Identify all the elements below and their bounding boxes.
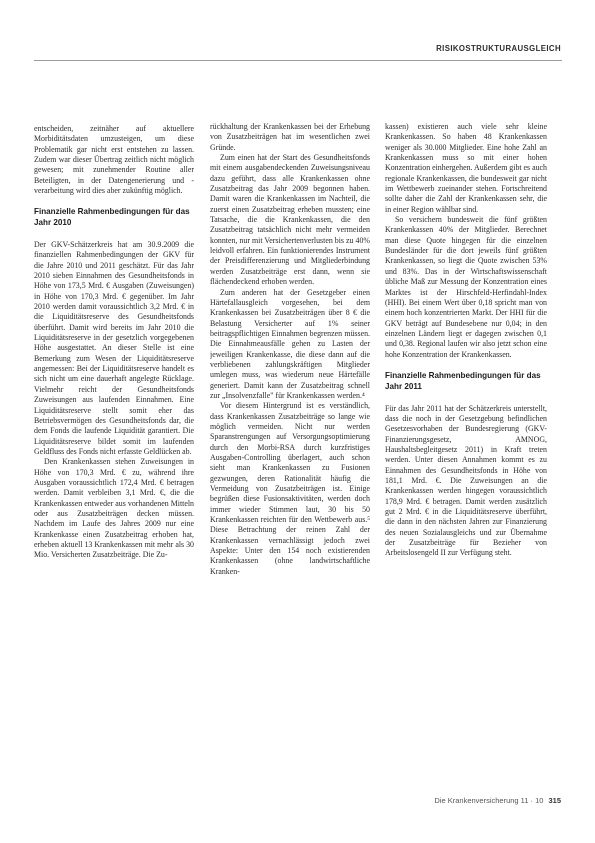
paragraph: So versichern bundesweit die fünf größten Krankenkassen 40% der Mitglieder. Berechnet man diese Quote hingegen für die einzelnen Bundesländer für die dort jeweils fünf größten Krankenkassen, so liegt die Quote zwischen 53% und 83%. Das in der Wirtschaftswissenschaft übliche Maß zur Messung der Konzentration eines Marktes ist der Hirschfeld-Herfindahl-Index (HHI). Bei einem Wert über 0,18 spricht man von einem hoch konzentrierten Markt. Der HHI für die GKV beträgt auf Bundesebene nur 0,04; in den einzelnen Ländern liegt er dagegen zwischen 0,1 und 0,38. Regional laufen wir also jetzt schon eine hohe Konzentration der Krankenkassen.: [385, 215, 547, 359]
paragraph: Vor diesem Hintergrund ist es verständlich, dass Krankenkassen Zusatzbeiträge so lange wie möglich vermeiden. Nicht nur werden Sparanstrengungen auf Versorgungsoptimierung durch den Morbi-RSA durch kurzfristiges Ausgaben-Controlling überlagert, auch schon sieht man Krankenkassen zu Fusionen gezwungen, deren Rationalität häufig die Vermeidung von Zusatzbeiträgen ist. Einige begrüßen diese Fusionsaktivitäten, werden doch immer wieder Stimmen laut, 30 bis 50 Krankenkassen reichten für den Wettbewerb aus.⁵ Diese Betrachtung der reinen Zahl der Krankenkassen vernachlässigt jedoch zwei Aspekte: Unter den 154 noch existierenden Krankenkassen (ohne landwirtschaftliche Kranken-: [210, 401, 370, 576]
paragraph: rückhaltung der Krankenkassen bei der Erhebung von Zusatzbeiträgen hat im wesentlichen zwei Gründe.: [210, 122, 370, 152]
journal-name: Die Krankenversicherung 11 · 10: [434, 796, 544, 805]
paragraph: Zum anderen hat der Gesetzgeber einen Härtefallausgleich vorgesehen, bei dem Krankenkassen bei Zusatzbeiträgen über 8 € die Belastung Versicherter auf 1% seiner beitragspflichtigen Einnahmen begrenzen müssen. Die Einnahmeausfälle gehen zu Lasten der jeweiligen Krankenkasse, die diese dann auf die verbliebenen zahlungskräftigen Mitglieder umlegen muss, was wiederum neue Härtefälle generiert. Damit kann der Zusatzbeitrag schnell zur „Insolvenzfalle" für Krankenkassen werden.⁴: [210, 287, 370, 400]
section-title: RISIKOSTRUKTURAUSGLEICH: [436, 44, 561, 53]
paragraph: Den Krankenkassen stehen Zuweisungen in Höhe von 170,3 Mrd. € zu, während ihre Ausgaben voraussichtlich 172,4 Mrd. € betragen werden. Damit verbleiben 3,1 Mrd. €, die die Krankenkassen entweder aus vorhandenen Mitteln oder aus Zusatzbeiträgen decken müssen. Nachdem im Laufe des Jahres 2009 nur eine Krankenkasse einen Zusatzbeitrag erhoben hat, erheben aktuell 13 Krankenkassen mit mehr als 30 Mio. Versicherten Zusatzbeiträge. Die Zu-: [34, 457, 194, 560]
paragraph: Für das Jahr 2011 hat der Schätzerkreis unterstellt, dass die noch in der Gesetzgebung befindlichen Gesetzesvorhaben der Bundesregierung (GKV-Finanzierungsgesetz, AMNOG, Haushaltsbegleitgesetz 2011) in Kraft treten werden. Unter diesen Annahmen kommt es zu Einnahmen des Gesundheitsfonds in Höhe von 181,1 Mrd. €. Die Zuweisungen an die Krankenkassen werden hingegen voraussichtlich 178,9 Mrd. € betragen. Damit werden zusätzlich gut 2 Mrd. € in die Liquiditätsreserve überführt, die dann in den nächsten Jahren zur Finanzierung des neuen Sozialausgleichs und zur Übernahme der Zusatzbeiträge für Bezieher von Arbeitslosengeld II zur Verfügung steht.: [385, 403, 547, 558]
section-heading-2011: Finanzielle Rahmenbedingungen für das Jahr 2011: [385, 370, 541, 391]
section-heading-2010: Finanzielle Rahmenbedingungen für das Jahr 2010: [34, 207, 190, 228]
paragraph: Zum einen hat der Start des Gesundheitsfonds mit einem ausgabendeckenden Zuweisungsniveau dazu geführt, dass alle Krankenkassen ohne Zusatzbeitrag das Jahr 2009 begonnen haben. Damit waren die Krankenkassen im Nachteil, die zuerst einen Zusatzbeitrag erheben mussten; eine Tatsache, die die Krankenkassen, die den Zusatzbeitrag tatsächlich nicht mehr vermeiden konnten, nur mit Versichertenverlusten bis zu 40% leidvoll erfahren. Ein funktionierendes Instrument der Preisdifferenzierung und Mitgliederbindung werden Zusatzbeiträge erst dann, wenn sie flächendeckend erhoben werden.: [210, 153, 370, 287]
text-column-2: [210, 122, 370, 802]
paragraph: entscheiden, zeitnäher auf aktuellere Morbiditätsdaten umzusteigen, um diese Problematik gar nicht erst entstehen zu lassen. Zudem war dieser Übertrag zeitlich nicht möglich gewesen; mit zunehmender Routine aller Beteiligten, in der Datengenerierung und -verarbeitung wird dies aber zukünftig möglich.: [34, 124, 194, 196]
page-footer: [434, 796, 561, 805]
paragraph: Der GKV-Schätzerkreis hat am 30.9.2009 die finanziellen Rahmenbedingungen der GKV für die Jahre 2010 und 2011 geschätzt. Für das Jahr 2010 sieben Einnahmen des Gesundheitsfonds in Höhe von 173,5 Mrd. € Ausgaben (Zuweisungen) in Höhe von 170,3 Mrd. € gegenüber. Im Jahr 2010 werden damit voraussichtlich 3,2 Mrd. € in die Liquiditätsreserve des Gesundheitsfonds überführt. Damit wird bereits im Jahr 2010 die Liquiditätsreserve in der gesetzlich vorgegebenen Höhe ausgestattet. An dieser Stelle ist eine Bemerkung zum Wesen der Liquiditätsreserve angemessen: Bei der Liquiditätsreserve handelt es sich nicht um eine dauerhaft angelegte Rücklage. Vielmehr reicht der Gesundheitsfonds Zuweisungen aus laufenden Einnahmen. Eine Liquiditätsreserve stellt somit eher das Betriebsvermögen des Gesundheitsfonds dar, die dem Fonds die laufende Liquidität garantiert. Die Liquiditätsreserve bildet somit im laufenden Geldfluss des Fonds nicht erfasste Geldlücken ab.: [34, 240, 194, 456]
paragraph: kassen) existieren auch viele sehr kleine Krankenkassen. So haben 48 Krankenkassen weniger als 30.000 Mitglieder. Eine hohe Zahl an Krankenkassen muss so mit einer hohen Konzentration einhergehen. Außerdem gibt es auch regionale Krankenkassen, die bundesweit gar nicht im Wettbewerb zueinander stehen. Fortschreitend sollte daher die Zahl der Krankenkassen sehr, die in einer Region wählbar sind.: [385, 122, 547, 214]
text-column-3: [385, 122, 547, 802]
page-number: 315: [548, 796, 561, 805]
header-divider: [34, 60, 562, 61]
text-column-1: [34, 124, 194, 804]
